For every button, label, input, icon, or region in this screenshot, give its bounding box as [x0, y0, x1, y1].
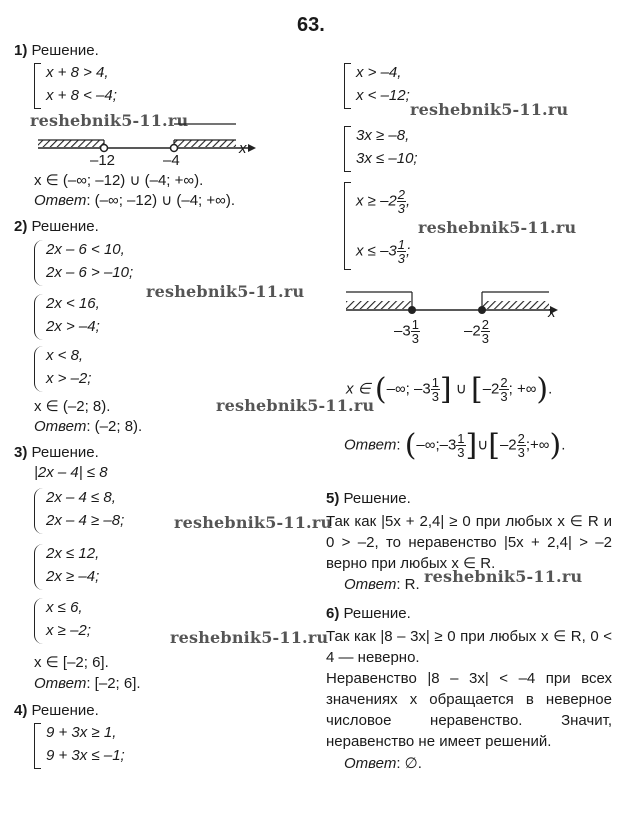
answer-label: Ответ: [344, 755, 397, 772]
watermark: reshebnik5-11.ru: [216, 396, 375, 415]
system-3c: [34, 598, 174, 644]
watermark: reshebnik5-11.ru: [418, 218, 577, 237]
curly-brace: [34, 240, 43, 286]
answer-label: Ответ: [344, 436, 397, 454]
hatch-left: [38, 140, 104, 147]
curly-brace: [34, 346, 43, 392]
system-line: 2x ≤ 12,: [46, 545, 100, 562]
system-line: 3x ≥ –8,: [356, 127, 410, 144]
solution-word: Решение.: [343, 605, 411, 622]
answer-line: [344, 754, 422, 772]
square-bracket: [344, 126, 351, 172]
solution-set: x ∈ (–∞; –12) ∪ (–4; +∞).: [34, 172, 204, 189]
problem-2-heading: [14, 218, 99, 235]
curly-brace: [34, 544, 43, 590]
system-2a: [34, 240, 174, 286]
solution-set: x ∈ (–2; 8).: [34, 398, 111, 415]
open-point: [101, 145, 108, 152]
solution-word: Решение.: [31, 42, 99, 59]
inequality-text: x ≤ –3: [356, 242, 397, 260]
system-line: x + 8 < –4;: [46, 87, 117, 104]
curly-brace: [34, 598, 43, 644]
system-line: 2x ≥ –4;: [46, 568, 100, 585]
problem-6-heading: [326, 605, 411, 622]
hatch-right: [174, 140, 236, 147]
answer-line: [34, 418, 142, 435]
fraction: $\frac{2}{3}$: [517, 431, 525, 460]
answer-line: [34, 675, 141, 692]
system-line: 3x ≤ –10;: [356, 150, 418, 167]
answer-label: Ответ: [34, 418, 87, 435]
problem-1-heading: [14, 42, 99, 59]
system-line: 2x – 4 ≤ 8,: [46, 489, 116, 506]
system-line: x + 8 > 4,: [46, 64, 109, 81]
answer-label: Ответ: [34, 675, 87, 692]
problem-6-label: 6): [326, 605, 340, 622]
problem-5-heading: [326, 490, 411, 507]
system-3a: [34, 488, 174, 534]
answer-line: [344, 576, 420, 593]
system-line: x > –4,: [356, 64, 402, 81]
answer-value: : (–∞; –12) ∪ (–4; +∞).: [86, 192, 236, 209]
problem-6-text-1: Так как |8 – 3x| ≥ 0 при любых x ∈ R, 0 < 4 — неверно.: [326, 628, 612, 666]
curly-brace: [34, 294, 43, 340]
problem-6-text-2: Неравенство |8 – 3x| < –4 при всех значениях x обращается в неверное числовое неравенство. Значит, неравенство не имеет решений.: [326, 670, 612, 750]
system-line: 9 + 3x ≤ –1;: [46, 747, 125, 764]
curly-brace: [34, 488, 43, 534]
watermark: reshebnik5-11.ru: [410, 100, 569, 119]
system-4c: [344, 126, 454, 172]
watermark: reshebnik5-11.ru: [170, 628, 329, 647]
hatch-right: [482, 301, 549, 309]
system-3b: [34, 544, 174, 590]
system-1: [34, 63, 174, 109]
watermark: reshebnik5-11.ru: [146, 282, 305, 301]
watermark: reshebnik5-11.ru: [30, 111, 189, 130]
system-line: x < 8,: [46, 347, 84, 364]
system-line-a: x ≥ –2 $\frac{2}{3}$ ,: [356, 187, 411, 216]
answer-line: Ответ: (–∞;–3 $\frac{1}{3}$ ]∪[–2 $\frac{2}{3}$ ;+∞).: [344, 428, 566, 463]
fraction: $\frac{1}{3}$: [457, 431, 465, 460]
problem-4-heading: [14, 702, 99, 719]
closed-point: [408, 306, 416, 314]
system-line-b: x ≤ –3 $\frac{1}{3}$ ;: [356, 237, 411, 266]
problem-5-label: 5): [326, 490, 340, 507]
inequality-text: x ≥ –2: [356, 192, 397, 210]
closed-point: [478, 306, 486, 314]
page-title: 63.: [297, 14, 325, 36]
square-bracket: [344, 182, 351, 270]
tick-label: –3 $\frac{1}{3}$: [394, 317, 419, 346]
fraction: $\frac{1}{3}$: [397, 237, 405, 266]
tick-label: –12: [90, 152, 116, 169]
solution-word: Решение.: [31, 702, 99, 719]
system-line: 2x > –4;: [46, 318, 100, 335]
fraction: $\frac{1}{3}$: [431, 375, 439, 404]
system-2c: [34, 346, 174, 392]
system-line: 2x – 6 < 10,: [46, 241, 125, 258]
answer-value: : (–2; 8).: [86, 418, 143, 435]
fraction: $\frac{2}{3}$: [397, 187, 405, 216]
watermark: reshebnik5-11.ru: [424, 567, 583, 586]
square-bracket: [34, 63, 41, 109]
fraction: $\frac{2}{3}$: [481, 317, 489, 346]
problem-1-label: 1): [14, 42, 28, 59]
answer-line: [34, 191, 235, 209]
problem-3-heading: [14, 444, 99, 461]
solution-word: Решение.: [31, 218, 99, 235]
system-line: x > –2;: [46, 370, 92, 387]
axis-label: x: [548, 304, 556, 321]
problem-5-text: Так как |5x + 2,4| ≥ 0 при любых x ∈ R и 0 > –2, то неравенство |5x + 2,4| > –2 верно при любых x ∈ R.: [326, 513, 612, 572]
system-line: x < –12;: [356, 87, 410, 104]
square-bracket: [344, 63, 351, 109]
axis-label: x: [239, 140, 247, 157]
fraction: $\frac{1}{3}$: [411, 317, 419, 346]
system-line: 9 + 3x ≥ 1,: [46, 724, 117, 741]
axis-arrow: [248, 144, 256, 152]
equation: |2x – 4| ≤ 8: [34, 464, 108, 481]
system-line: x ≤ 6,: [46, 599, 83, 616]
number-line-1: [34, 120, 264, 178]
solution-set: x ∈ [–2; 6].: [34, 654, 109, 671]
problem-3-label: 3): [14, 444, 28, 461]
system-line: x ≥ –2;: [46, 622, 91, 639]
open-point: [171, 145, 178, 152]
solution-word: Решение.: [343, 490, 411, 507]
solution-set: x ∈ (–∞; –3 $\frac{1}{3}$ ] ∪ [–2 $\frac{2}{3}$ ; +∞).: [346, 372, 553, 407]
answer-value: : [–2; 6].: [86, 675, 141, 692]
square-bracket: [34, 723, 41, 769]
answer-value: : ∅.: [396, 755, 422, 772]
problem-2-label: 2): [14, 218, 28, 235]
answer-label: Ответ: [34, 192, 87, 209]
number-line-2: [344, 282, 570, 326]
fraction: $\frac{2}{3}$: [500, 375, 508, 404]
system-line: 2x – 6 > –10;: [46, 264, 134, 281]
watermark: reshebnik5-11.ru: [174, 513, 333, 532]
system-4a: [34, 723, 174, 769]
problem-4-label: 4): [14, 702, 28, 719]
tick-label: –2 $\frac{2}{3}$: [464, 317, 489, 346]
system-line: 2x < 16,: [46, 295, 100, 312]
answer-label: Ответ: [344, 576, 397, 593]
solution-word: Решение.: [31, 444, 99, 461]
system-line: 2x – 4 ≥ –8;: [46, 512, 125, 529]
tick-label: –4: [163, 152, 180, 169]
answer-value: : R.: [396, 576, 420, 593]
hatch-left: [346, 301, 412, 309]
